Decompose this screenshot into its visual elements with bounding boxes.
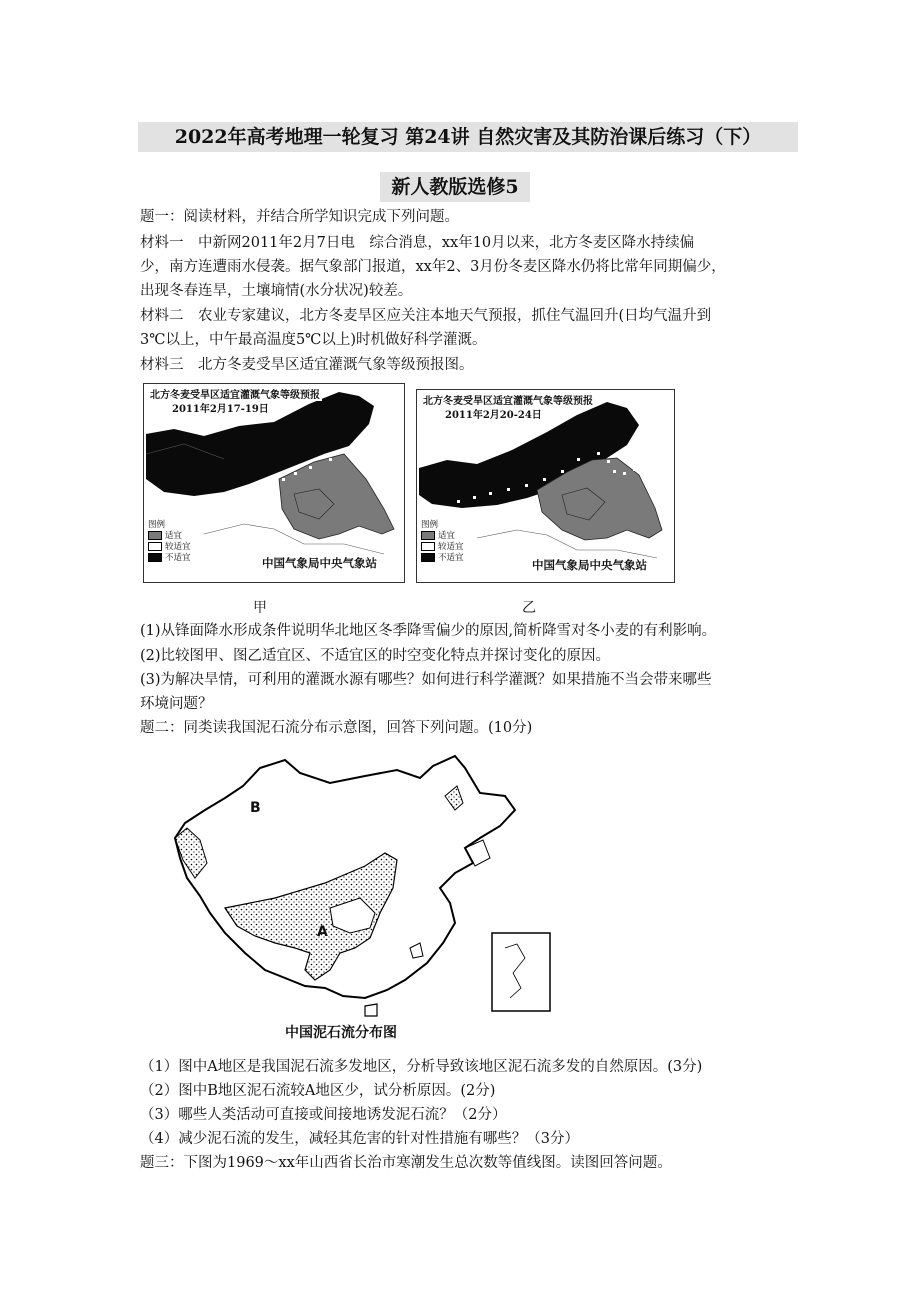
material-2-line-2: 3℃以上，中午最高温度5℃以上)时机做好科学灌溉。 <box>140 332 487 348</box>
forecast-map-b <box>416 389 675 583</box>
material-3: 材料三 北方冬麦受旱区适宜灌溉气象等级预报图。 <box>140 357 474 373</box>
question-2-part-3: （3）哪些人类活动可直接或间接地诱发泥石流？（2分） <box>140 1107 507 1123</box>
forecast-map-b-title: 北方冬麦受旱区适宜灌溉气象等级预报 <box>421 392 595 407</box>
legend-label: 不适宜 <box>165 553 191 563</box>
legend-swatch <box>148 542 162 551</box>
map-a-caption: 甲 <box>253 600 267 616</box>
material-1-line-2: 少，南方连遭雨水侵袭。据气象部门报道，xx年2、3月份冬麦区降水仍将比常年同期偏少， <box>140 259 726 275</box>
forecast-map-a-date: 2011年2月17-19日 <box>172 404 269 415</box>
legend-swatch <box>148 553 162 562</box>
question-2-part-2: （2）图中B地区泥石流较A地区少，试分析原因。(2分) <box>140 1083 496 1099</box>
region-label-a: A <box>317 924 328 940</box>
forecast-map-b-date: 2011年2月20-24日 <box>445 410 542 421</box>
legend-swatch <box>421 531 435 540</box>
question-1-part-3-line-1: (3)为解决旱情，可利用的灌溉水源有哪些？如何进行科学灌溉？如果措施不当会带来哪些 <box>140 672 712 688</box>
document-title-line-1: 2022年高考地理一轮复习 第24讲 自然灾害及其防治课后练习（下） <box>138 122 798 152</box>
forecast-map-b-credit: 中国气象局中央气象站 <box>532 558 647 572</box>
material-2-line-1: 材料二 农业专家建议，北方冬麦旱区应关注本地天气预报，抓住气温回升(日均气温升到 <box>140 308 712 324</box>
legend-heading: 图例 <box>421 520 439 530</box>
forecast-map-b-legend <box>421 520 464 564</box>
legend-label: 适宜 <box>165 531 183 541</box>
question-2-part-1: （1）图中A地区是我国泥石流多发地区，分析导致该地区泥石流多发的自然原因。(3分) <box>140 1059 703 1075</box>
question-1-intro: 题一：阅读材料，并结合所学知识完成下列问题。 <box>140 209 459 225</box>
china-debris-flow-map <box>165 748 557 1048</box>
legend-item-suitable <box>148 531 191 542</box>
map-b-caption: 乙 <box>522 600 536 616</box>
question-2-intro: 题二：同类读我国泥石流分布示意图，回答下列问题。(10分) <box>140 720 533 736</box>
legend-label: 适宜 <box>438 531 456 541</box>
legend-label: 不适宜 <box>438 553 464 563</box>
forecast-map-a <box>143 383 405 583</box>
legend-item-fairly-suitable <box>421 542 464 553</box>
question-2-part-4: （4）减少泥石流的发生，减轻其危害的针对性措施有哪些？（3分） <box>140 1131 579 1147</box>
legend-item-unsuitable <box>421 553 464 564</box>
forecast-map-a-credit: 中国气象局中央气象站 <box>262 556 377 570</box>
legend-item-fairly-suitable <box>148 542 191 553</box>
legend-item-suitable <box>421 531 464 542</box>
legend-heading: 图例 <box>148 520 166 530</box>
legend-label: 较适宜 <box>165 542 191 552</box>
region-label-b: B <box>250 800 261 816</box>
china-map-title: 中国泥石流分布图 <box>285 1025 397 1041</box>
legend-swatch <box>421 542 435 551</box>
question-3-intro: 题三：下图为1969～xx年山西省长治市寒潮发生总次数等值线图。读图回答问题。 <box>140 1155 672 1171</box>
forecast-map-a-title: 北方冬麦受旱区适宜灌溉气象等级预报 <box>148 386 322 401</box>
forecast-map-a-legend <box>148 520 191 564</box>
legend-swatch <box>421 553 435 562</box>
material-1-line-1: 材料一 中新网2011年2月7日电 综合消息，xx年10月以来，北方冬麦区降水持续偏 <box>140 235 695 251</box>
question-1-part-2: (2)比较图甲、图乙适宜区、不适宜区的时空变化特点并探讨变化的原因。 <box>140 648 611 664</box>
legend-item-unsuitable <box>148 553 191 564</box>
question-1-part-3-line-2: 环境问题？ <box>140 696 213 712</box>
legend-label: 较适宜 <box>438 542 464 552</box>
legend-swatch <box>148 531 162 540</box>
document-title-line-2: 新人教版选修5 <box>380 172 530 202</box>
question-1-part-1: (1)从锋面降水形成条件说明华北地区冬季降雪偏少的原因,简析降雪对冬小麦的有利影响。 <box>140 623 717 639</box>
china-outline-drawing <box>165 748 557 1048</box>
material-1-line-3: 出现冬春连旱，土壤墒情(水分状况)较差。 <box>140 283 413 299</box>
